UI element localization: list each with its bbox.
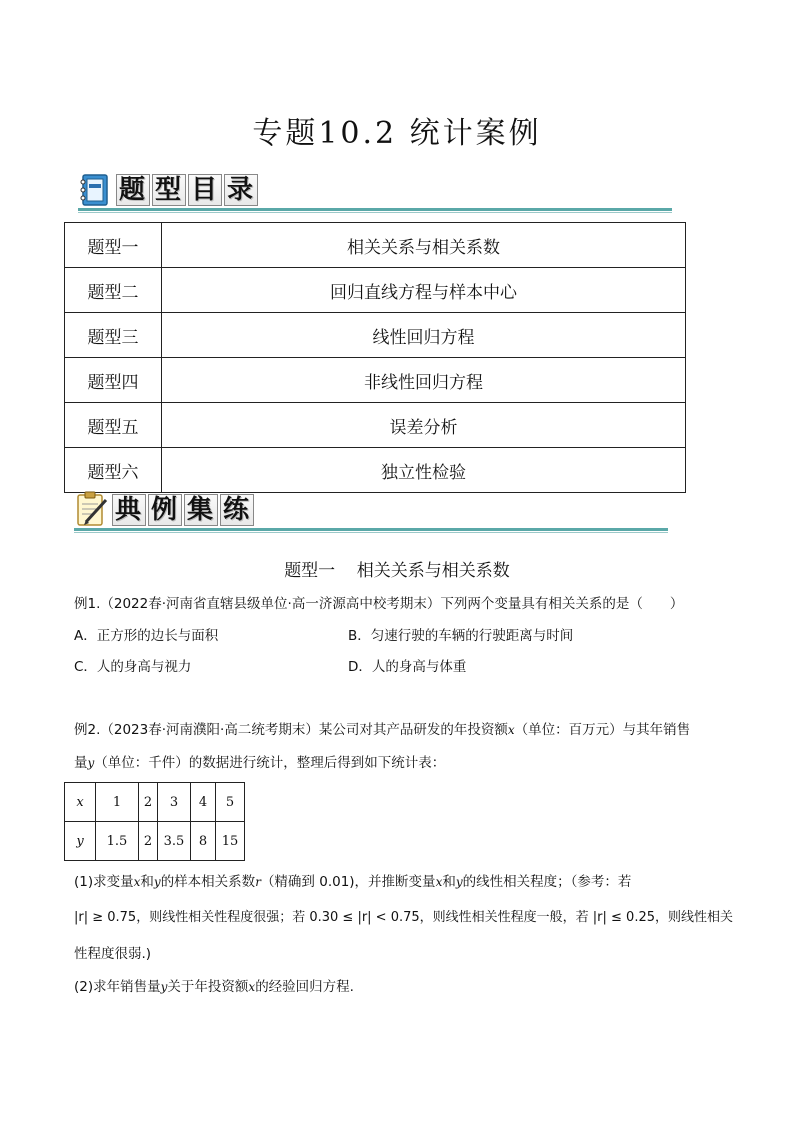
- toc-topic[interactable]: 误差分析: [162, 403, 686, 448]
- x-value: 4: [191, 783, 216, 822]
- banner-underline-thin: [78, 212, 672, 213]
- example1-option-c[interactable]: C．人的身高与视力: [74, 659, 192, 675]
- x-value: 2: [139, 783, 158, 822]
- example1-option-a[interactable]: A．正方形的边长与面积: [74, 628, 219, 644]
- example2-question1-line2: |r| ≥ 0.75，则线性相关性程度很强；若 0.30 ≤ |r| < 0.75，则线性相关性程度一般，若 |r| ≤ 0.25，则线性相关: [74, 910, 733, 925]
- toc-type: 题型六: [65, 448, 162, 493]
- toc-banner: [78, 172, 678, 212]
- text: 例2.（2023春·河南濮阳·高二统考期末）某公司对其产品研发的年投资额: [74, 722, 508, 738]
- banner-char: 例: [148, 494, 182, 526]
- text: （单位：百万元）与其年销售: [514, 722, 691, 738]
- toc-type: 题型五: [65, 403, 162, 448]
- banner-char: 典: [112, 494, 146, 526]
- toc-banner-title: [116, 174, 260, 206]
- toc-table: [64, 222, 686, 493]
- banner-underline: [78, 208, 672, 211]
- variable-x: x: [248, 980, 256, 994]
- variable-r: r: [255, 875, 261, 889]
- text: （单位：千件）的数据进行统计，整理后得到如下统计表：: [94, 755, 446, 771]
- toc-type: 题型一: [65, 223, 162, 268]
- variable-x: x: [133, 875, 141, 889]
- variable-y: y: [153, 875, 161, 889]
- example2-line2: [74, 753, 445, 773]
- y-value: 8: [191, 822, 216, 861]
- data-table: [64, 782, 245, 861]
- text: 的样本相关系数: [160, 874, 256, 890]
- text: 和: [442, 874, 456, 890]
- text: 量: [74, 755, 88, 771]
- x-value: 1: [96, 783, 139, 822]
- text: 关于年投资额: [167, 979, 249, 995]
- table-row: [65, 783, 245, 822]
- toc-topic[interactable]: 线性回归方程: [162, 313, 686, 358]
- variable-x: x: [435, 875, 443, 889]
- banner-char: 集: [184, 494, 218, 526]
- table-row: [65, 358, 686, 403]
- table-row: [65, 403, 686, 448]
- banner-underline: [74, 528, 668, 531]
- y-value: 1.5: [96, 822, 139, 861]
- banner-char: 题: [116, 174, 150, 206]
- banner-char: 型: [152, 174, 186, 206]
- y-value: 3.5: [158, 822, 191, 861]
- variable-y: y: [160, 980, 168, 994]
- toc-type: 题型三: [65, 313, 162, 358]
- text: 的线性相关程度；（参考：若: [462, 874, 632, 890]
- section-heading: [0, 556, 794, 581]
- row-label-x: x: [65, 783, 96, 822]
- toc-type: 题型二: [65, 268, 162, 313]
- toc-topic[interactable]: 独立性检验: [162, 448, 686, 493]
- notebook-icon: [78, 172, 112, 208]
- banner-underline-thin: [74, 532, 668, 533]
- example2-question2: [74, 977, 354, 997]
- example2-question1-line1: [74, 872, 631, 892]
- text: 的经验回归方程.: [255, 979, 354, 995]
- example1-option-b[interactable]: B．匀速行驶的车辆的行驶距离与时间: [348, 628, 574, 644]
- table-row: [65, 313, 686, 358]
- text: (1)求变量: [74, 874, 134, 890]
- text: （精确到 0.01)，并推断变量: [260, 874, 436, 890]
- example2-question1-line3: 性程度很弱.): [74, 946, 152, 962]
- examples-banner-title: [112, 494, 256, 526]
- row-label-y: y: [65, 822, 96, 861]
- banner-char: 练: [220, 494, 254, 526]
- x-value: 3: [158, 783, 191, 822]
- y-value: 2: [139, 822, 158, 861]
- toc-topic[interactable]: 回归直线方程与样本中心: [162, 268, 686, 313]
- text: (2)求年销售量: [74, 979, 161, 995]
- example1-stem: 例1.（2022春·河南省直辖县级单位·高一济源高中校考期末）下列两个变量具有相关关系的是（ ）: [74, 596, 684, 612]
- x-value: 5: [216, 783, 245, 822]
- section-heading-text: 题型一 相关关系与相关系数: [284, 561, 510, 581]
- toc-topic[interactable]: 非线性回归方程: [162, 358, 686, 403]
- banner-char: 目: [188, 174, 222, 206]
- clipboard-pencil-icon: [74, 490, 110, 528]
- text: 和: [140, 874, 154, 890]
- table-row: [65, 268, 686, 313]
- table-row: [65, 223, 686, 268]
- variable-y: y: [455, 875, 463, 889]
- y-value: 15: [216, 822, 245, 861]
- toc-type: 题型四: [65, 358, 162, 403]
- document-title: 专题10.2 统计案例: [252, 116, 542, 151]
- example1-option-d[interactable]: D．人的身高与体重: [348, 659, 467, 675]
- example2-line1: [74, 720, 690, 740]
- toc-topic[interactable]: 相关关系与相关系数: [162, 223, 686, 268]
- variable-y: y: [87, 756, 95, 770]
- examples-banner: [74, 492, 678, 532]
- table-row: [65, 448, 686, 493]
- banner-char: 录: [224, 174, 258, 206]
- variable-x: x: [507, 723, 515, 737]
- table-row: [65, 822, 245, 861]
